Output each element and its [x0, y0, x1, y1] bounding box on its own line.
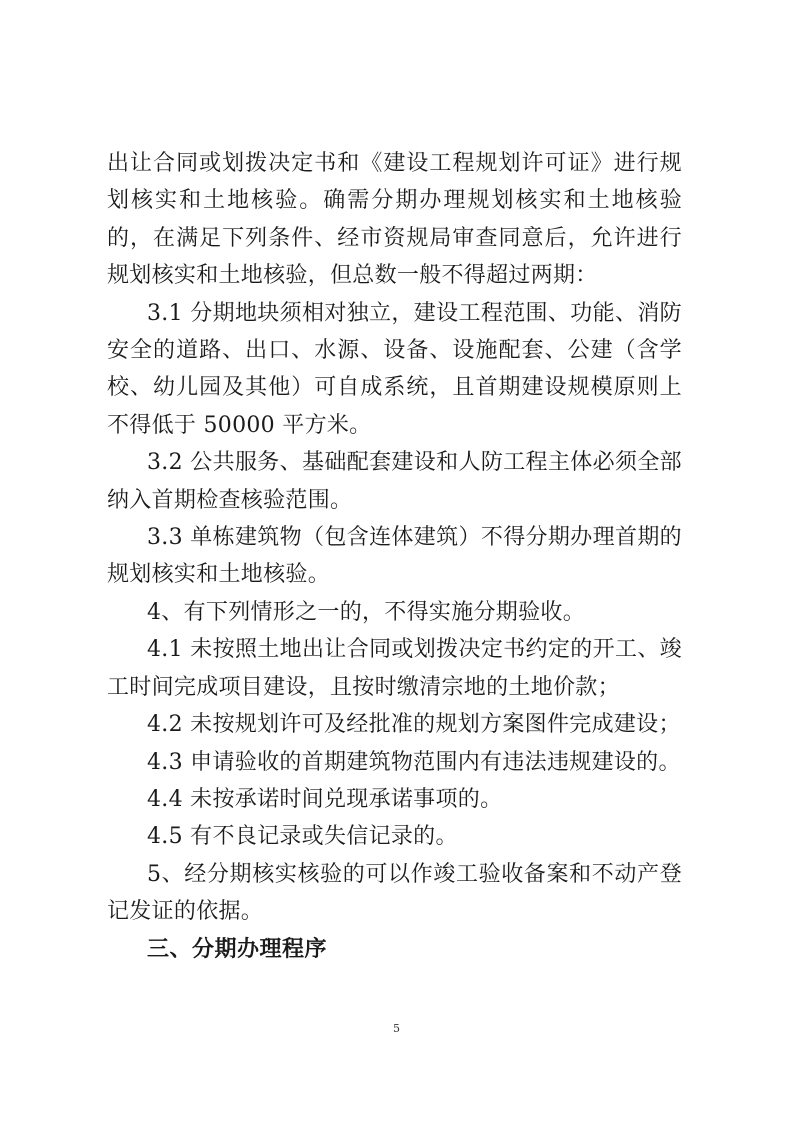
paragraph-item-4-3: 4.3 申请验收的首期建筑物范围内有违法违规建设的。 — [147, 749, 681, 775]
paragraph-item-3-2: 3.2 公共服务、基础配套建设和人防工程主体必须全部纳入首期检查核验范围。 — [107, 450, 682, 513]
paragraph-item-4: 4、有下列情形之一的，不得实施分期验收。 — [147, 599, 585, 625]
page-number: 5 — [393, 1022, 400, 1035]
paragraph-item-4-1: 4.1 未按照土地出让合同或划拨决定书约定的开工、竣工时间完成项目建设，且按时缴清宗地的土地价款； — [107, 637, 682, 700]
paragraph-item-3-1: 3.1 分期地块须相对独立，建设工程范围、功能、消防安全的道路、出口、水源、设备、设施配套、公建（含学校、幼儿园及其他）可自成系统，且首期建设规模原则上不得低于 50000 平方米。 — [107, 300, 682, 438]
paragraph-continuation: 出让合同或划拨决定书和《建设工程规划许可证》进行规划核实和土地核验。确需分期办理规划核实和土地核验的，在满足下列条件、经市资规局审查同意后，允许进行规划核实和土地核验，但总数一般不得超过两期： — [107, 151, 682, 289]
section-heading: 三、分期办理程序 — [147, 936, 328, 962]
paragraph-item-4-2: 4.2 未按规划许可及经批准的规划方案图件完成建设； — [147, 712, 681, 738]
paragraph-item-4-4: 4.4 未按承诺时间兑现承诺事项的。 — [147, 786, 503, 812]
paragraph-item-3-3: 3.3 单栋建筑物（包含连体建筑）不得分期办理首期的规划核实和土地核验。 — [107, 525, 682, 588]
paragraph-item-5: 5、经分期核实核验的可以作竣工验收备案和不动产登记发证的依据。 — [107, 861, 682, 925]
paragraph-item-4-5: 4.5 有不良记录或失信记录的。 — [147, 824, 458, 850]
document-body — [107, 145, 682, 968]
